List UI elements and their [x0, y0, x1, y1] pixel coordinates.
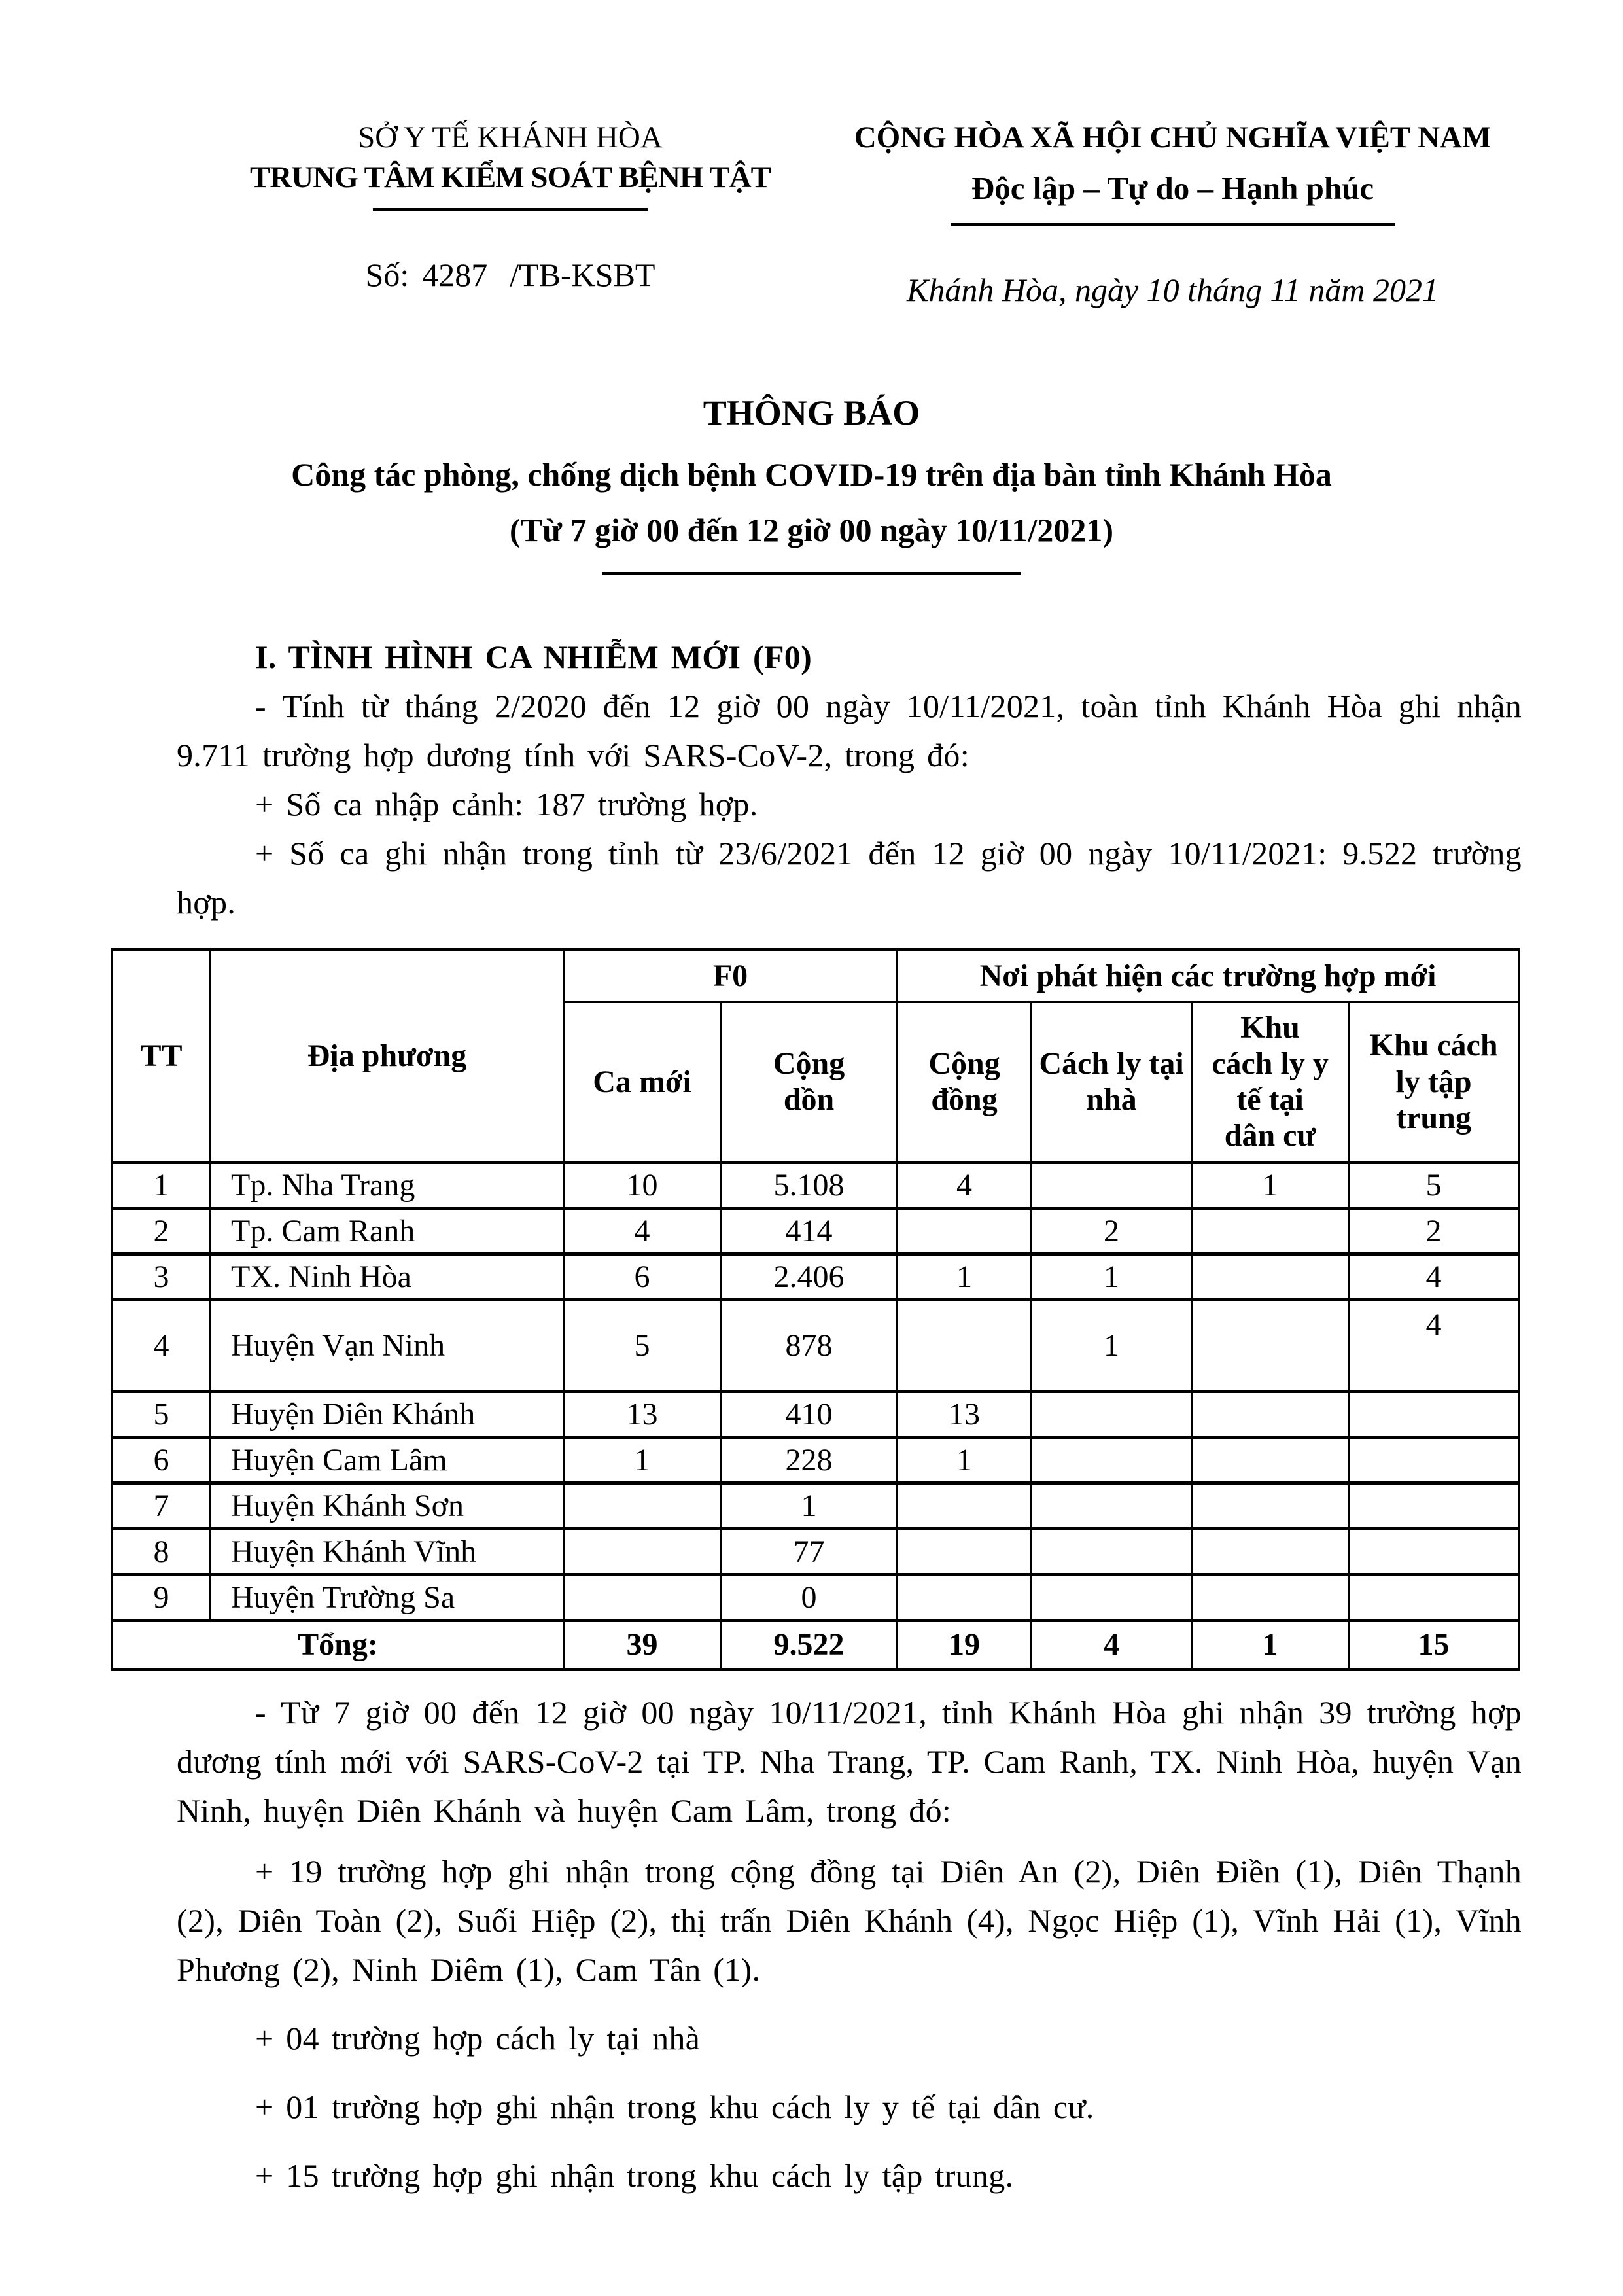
cell-medical-zone [1192, 1528, 1349, 1574]
cell-cumulative: 414 [721, 1208, 898, 1254]
cell-community: 13 [898, 1391, 1032, 1437]
cell-centralized [1349, 1391, 1519, 1437]
cell-total-new-cases: 39 [564, 1620, 721, 1669]
national-motto: Độc lập – Tự do – Hạnh phúc [971, 170, 1374, 207]
cell-community: 1 [898, 1254, 1032, 1299]
cell-new-cases: 10 [564, 1162, 721, 1208]
cell-new-cases [564, 1528, 721, 1574]
cell-home-quarantine [1032, 1391, 1192, 1437]
place-and-date: Khánh Hòa, ngày 10 tháng 11 năm 2021 [907, 271, 1439, 308]
cell-community [898, 1574, 1032, 1620]
national-title: CỘNG HÒA XÃ HỘI CHỦ NGHĨA VIỆT NAM [854, 120, 1492, 154]
col-group-f0: F0 [564, 949, 898, 1002]
cell-centralized: 5 [1349, 1162, 1519, 1208]
cell-home-quarantine: 1 [1032, 1254, 1192, 1299]
cell-tt: 2 [113, 1208, 211, 1254]
cell-community [898, 1208, 1032, 1254]
cell-tt: 4 [113, 1299, 211, 1391]
cell-medical-zone [1192, 1208, 1349, 1254]
cell-centralized [1349, 1437, 1519, 1483]
title-divider-line [602, 572, 1021, 575]
cell-new-cases: 4 [564, 1208, 721, 1254]
cell-cumulative: 410 [721, 1391, 898, 1437]
cell-cumulative: 5.108 [721, 1162, 898, 1208]
para-new-cases-summary: - Từ 7 giờ 00 đến 12 giờ 00 ngày 10/11/2021, tỉnh Khánh Hòa ghi nhận 39 trường hợp dương tính mới với SARS-CoV-2 tại TP. Nha Trang, TP. Cam Ranh, TX. Ninh Hòa, huyện Vạn Ninh, huyện Diên Khánh và huyện Cam Lâm, trong đó: [177, 1693, 1522, 1829]
document-title: THÔNG BÁO [703, 393, 920, 433]
cell-tt: 5 [113, 1391, 211, 1437]
section-1-heading: I. TÌNH HÌNH CA NHIỄM MỚI (F0) [255, 638, 812, 675]
table-row [113, 1208, 1519, 1254]
cell-medical-zone [1192, 1437, 1349, 1483]
document-number [229, 251, 792, 300]
cell-locality: Tp. Nha Trang [211, 1162, 564, 1208]
cell-total-centralized: 15 [1349, 1620, 1519, 1669]
cell-locality: Huyện Khánh Sơn [211, 1483, 564, 1528]
col-header-locality: Địa phương [211, 949, 564, 1162]
cell-medical-zone [1192, 1483, 1349, 1528]
cell-cumulative: 77 [721, 1528, 898, 1574]
document-header [0, 0, 1623, 315]
cell-locality: Huyện Diên Khánh [211, 1391, 564, 1437]
document-body [0, 633, 1623, 2200]
cell-cumulative: 0 [721, 1574, 898, 1620]
cell-new-cases: 5 [564, 1299, 721, 1391]
document-subtitle-line1: Công tác phòng, chống dịch bệnh COVID-19 trên địa bàn tỉnh Khánh Hòa [291, 455, 1332, 493]
cell-home-quarantine [1032, 1574, 1192, 1620]
table-row [113, 1162, 1519, 1208]
cell-locality: Huyện Vạn Ninh [211, 1299, 564, 1391]
table-row [113, 1299, 1519, 1391]
cell-community [898, 1299, 1032, 1391]
cell-tt: 6 [113, 1437, 211, 1483]
cell-medical-zone [1192, 1574, 1349, 1620]
motto-divider-line [951, 223, 1395, 226]
cell-home-quarantine [1032, 1483, 1192, 1528]
table-row [113, 1528, 1519, 1574]
cell-community [898, 1528, 1032, 1574]
para-medical-zone-cases: + 01 trường hợp ghi nhận trong khu cách ly y tế tại dân cư. [255, 2088, 1094, 2125]
para-centralized-quarantine-cases: + 15 trường hợp ghi nhận trong khu cách ly tập trung. [255, 2157, 1014, 2194]
cell-medical-zone [1192, 1391, 1349, 1437]
cell-community [898, 1483, 1032, 1528]
document-subtitle-line2: (Từ 7 giờ 00 đến 12 giờ 00 ngày 10/11/2021) [510, 511, 1113, 548]
col-header-new-cases: Ca mới [564, 1002, 721, 1162]
cell-tt: 3 [113, 1254, 211, 1299]
cell-cumulative: 2.406 [721, 1254, 898, 1299]
table-row [113, 1574, 1519, 1620]
para-imported-cases: + Số ca nhập cảnh: 187 trường hợp. [255, 785, 758, 822]
cell-locality: Huyện Khánh Vĩnh [211, 1528, 564, 1574]
cell-total-community: 19 [898, 1620, 1032, 1669]
cell-cumulative: 228 [721, 1437, 898, 1483]
table-row [113, 1254, 1519, 1299]
cell-home-quarantine [1032, 1437, 1192, 1483]
col-header-medical-zone: Khu cách ly y tế tại dân cư [1192, 1002, 1349, 1162]
para-domestic-cases: + Số ca ghi nhận trong tỉnh từ 23/6/2021 đến 12 giờ 00 ngày 10/11/2021: 9.522 trường hợp. [177, 834, 1522, 921]
cell-new-cases: 1 [564, 1437, 721, 1483]
cell-locality: Huyện Cam Lâm [211, 1437, 564, 1483]
cell-home-quarantine [1032, 1162, 1192, 1208]
para-cumulative-total: - Tính từ tháng 2/2020 đến 12 giờ 00 ngày 10/11/2021, toàn tỉnh Khánh Hòa ghi nhận 9.711 trường hợp dương tính với SARS-CoV-2, trong đó: [177, 687, 1522, 773]
cell-new-cases [564, 1574, 721, 1620]
cell-total-home-quarantine: 4 [1032, 1620, 1192, 1669]
cell-new-cases [564, 1483, 721, 1528]
cell-centralized: 2 [1349, 1208, 1519, 1254]
cell-medical-zone: 1 [1192, 1162, 1349, 1208]
col-header-centralized: Khu cách ly tập trung [1349, 1002, 1519, 1162]
cell-cumulative: 878 [721, 1299, 898, 1391]
cell-total-label: Tổng: [113, 1620, 564, 1669]
cell-community: 4 [898, 1162, 1032, 1208]
cell-home-quarantine [1032, 1528, 1192, 1574]
table-row [113, 1437, 1519, 1483]
cell-community: 1 [898, 1437, 1032, 1483]
cell-medical-zone [1192, 1254, 1349, 1299]
cell-cumulative: 1 [721, 1483, 898, 1528]
cell-tt: 1 [113, 1162, 211, 1208]
col-header-home-quarantine: Cách ly tại nhà [1032, 1002, 1192, 1162]
cell-locality: TX. Ninh Hòa [211, 1254, 564, 1299]
col-header-community: Cộng đồng [898, 1002, 1032, 1162]
cell-home-quarantine: 1 [1032, 1299, 1192, 1391]
org-name: TRUNG TÂM KIỂM SOÁT BỆNH TẬT [250, 160, 771, 195]
cell-centralized: 4 [1349, 1299, 1519, 1391]
col-header-tt: TT [113, 949, 211, 1162]
cell-home-quarantine: 2 [1032, 1208, 1192, 1254]
table-row [113, 1391, 1519, 1437]
col-header-cumulative: Cộng dồn [721, 1002, 898, 1162]
org-divider-line [373, 208, 648, 211]
cell-tt: 7 [113, 1483, 211, 1528]
cell-centralized [1349, 1528, 1519, 1574]
cell-tt: 8 [113, 1528, 211, 1574]
title-block [0, 387, 1623, 575]
parent-org-name: SỞ Y TẾ KHÁNH HÒA [358, 120, 663, 154]
cell-medical-zone [1192, 1299, 1349, 1391]
cell-total-cumulative: 9.522 [721, 1620, 898, 1669]
cell-centralized: 4 [1349, 1254, 1519, 1299]
cell-total-medical-zone: 1 [1192, 1620, 1349, 1669]
new-cases-table [111, 948, 1520, 1671]
col-group-detection-place: Nơi phát hiện các trường hợp mới [898, 949, 1519, 1002]
table-total-row [113, 1620, 1519, 1669]
cell-locality: Huyện Trường Sa [211, 1574, 564, 1620]
table-header-row-groups [113, 949, 1519, 1002]
cell-new-cases: 13 [564, 1391, 721, 1437]
cell-locality: Tp. Cam Ranh [211, 1208, 564, 1254]
document-number-symbol: /TB-KSBT [510, 256, 655, 294]
cell-centralized [1349, 1483, 1519, 1528]
cell-tt: 9 [113, 1574, 211, 1620]
national-header-block [831, 118, 1514, 315]
table-row [113, 1483, 1519, 1528]
document-number-value: 4287 [422, 256, 488, 294]
cell-new-cases: 6 [564, 1254, 721, 1299]
para-home-quarantine-cases: + 04 trường hợp cách ly tại nhà [255, 2019, 701, 2057]
para-community-cases: + 19 trường hợp ghi nhận trong cộng đồng tại Diên An (2), Diên Điền (1), Diên Thạnh (2), Diên Toàn (2), Suối Hiệp (2), thị trấn Diên Khánh (4), Ngọc Hiệp (1), Vĩnh Hải (1), Vĩnh Phương (2), Ninh Diêm (1), Cam Tân (1). [177, 1852, 1522, 1988]
cell-centralized [1349, 1574, 1519, 1620]
issuing-org-block [229, 118, 792, 300]
document-number-label: Số: [365, 256, 410, 294]
